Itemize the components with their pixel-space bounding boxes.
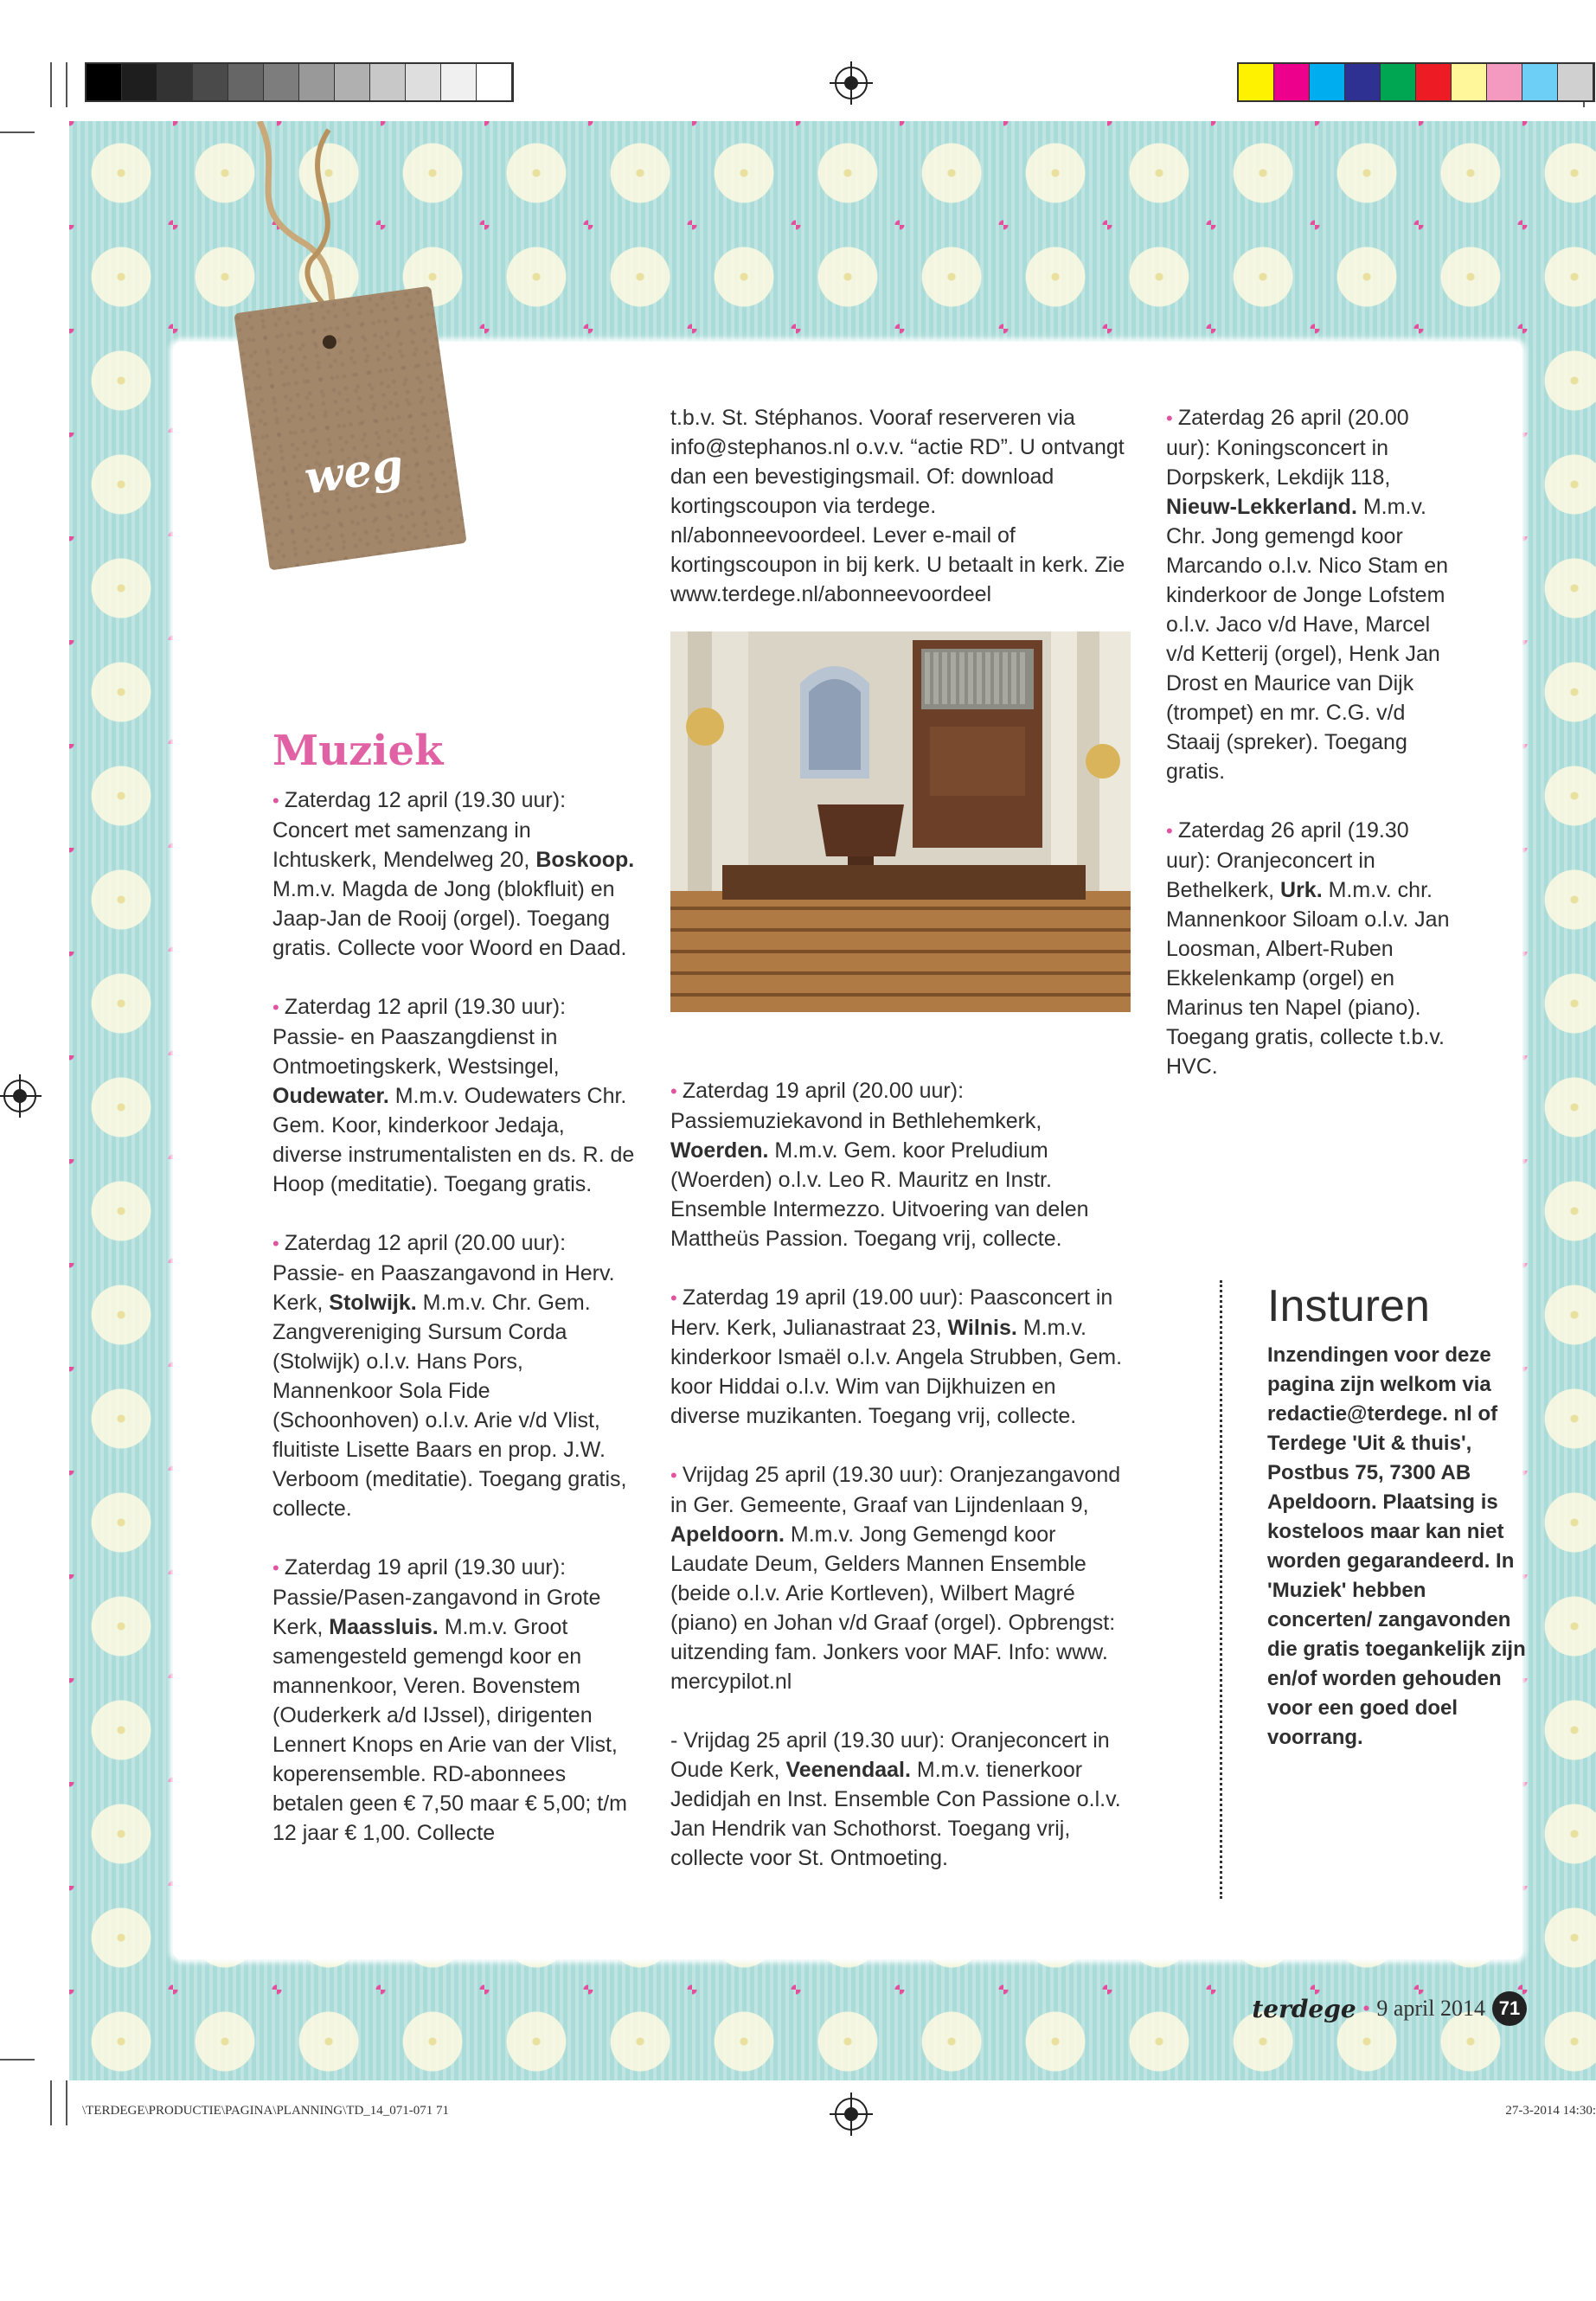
bullet-icon: • [272,1233,285,1254]
event-item: • Zaterdag 12 april (20.00 uur): Passie- en Paaszangavond in Herv. Kerk, Stolwijk. M.m.v. Chr. Gem. Zangvereniging Sursum Corda (Stolwijk) o.l.v. Hans Pors, Mannenkoor Sola Fide (Schoonhoven) o.l.v. Arie v/d Vlist, fluitiste Lisette Baars en prop. J.W. Verboom (meditatie). Toegang gratis, collecte. [272,1231,627,1521]
tag-label: weg [301,439,407,505]
crop-mark [50,2080,52,2125]
column-2 [670,1076,1131,1902]
event-item: • Zaterdag 19 april (19.30 uur): Passie/Pasen-zangavond in Grote Kerk, Maassluis. M.m.v. Groot samengesteld gemengd koor en mannenkoor, Veren. Bovenstem (Ouderkerk a/d IJssel), dirigenten Lennert Knops en Arie van der Vlist, koperensemble. RD-abonnees betalen geen € 7,50 maar € 5,00; t/m 12 jaar € 1,00. Collecte [272,1555,627,1845]
grayscale-calibration-bar [85,62,514,102]
bullet-icon: • [272,997,285,1018]
bullet-icon: • [670,1080,683,1102]
weg-tag [234,285,467,570]
crop-mark [0,2059,35,2061]
page-number: 71 [1492,1991,1527,2026]
bullet-icon: • [670,1465,683,1486]
crop-mark [50,62,52,107]
tag-hole [322,334,337,349]
event-item: • Zaterdag 26 april (19.30 uur): Oranjeconcert in Bethelkerk, Urk. M.m.v. chr. Mannenkoor Siloam o.l.v. Jan Loosman, Albert-Ruben Ekkelenkamp (orgel) en Marinus ten Napel (piano). Toegang gratis, collecte t.b.v. HVC. [1166,818,1450,1079]
event-item: • Zaterdag 19 april (19.00 uur): Paasconcert in Herv. Kerk, Julianastraat 23, Wilnis. M.m.v. kinderkoor Ismaël o.l.v. Angela Strubben, Gem. koor Hiddai o.l.v. Wim van Dijkhuizen en diverse muzikanten. Toegang vrij, collecte. [670,1285,1123,1428]
event-item: • Zaterdag 26 april (20.00 uur): Koningsconcert in Dorpskerk, Lekdijk 118, Nieuw-Lekkerland. M.m.v. Chr. Jong gemengd koor Marcando o.l.v. Nico Stam en kinderkoor de Jonge Lofstem o.l.v. Jaco v/d Have, Marcel v/d Ketterij (orgel), Henk Jan Drost en Maurice van Dijk (trompet) en mr. C.G. v/d Staaij (spreker). Toegang gratis. [1166,406,1449,784]
bullet-icon: • [1166,820,1178,842]
insturen-body: Inzendingen voor deze pagina zijn welkom via redactie@terdege. nl of Terdege 'Uit & thuis', Postbus 75, 7300 AB Apeldoorn. Plaatsing is kosteloos maar kan niet worden gegarandeerd. In 'Muziek' hebben concerten/ zangavonden die gratis toegankelijk zijn en/of worden gehouden voor een goed doel voorrang. [1267,1343,1526,1749]
bullet-icon: • [1166,407,1178,429]
continued-text: t.b.v. St. Stéphanos. Vooraf reserveren via info@stephanos.nl o.v.v. “actie RD”. U ontvangt dan een bevestigingsmail. Of: download kortingscoupon via terdege. nl/abonneevoordeel. Lever e-mail of kortingscoupon in bij kerk. U betaalt in kerk. Zie www.terdege.nl/abonneevoordeel [670,406,1125,606]
registration-mark [835,67,868,99]
page-footer [1252,1991,1527,2026]
column-2-top [670,403,1131,638]
bullet-icon: • [272,1557,285,1579]
registration-mark [3,1080,36,1112]
bullet-icon: • [272,790,285,811]
slug-timestamp: 27-3-2014 14:30: [1505,2104,1596,2118]
footer-separator: • [1362,1997,1370,2019]
issue-date: 9 april 2014 [1376,1996,1485,2021]
event-item: • Zaterdag 12 april (19.30 uur): Passie- en Paaszangdienst in Ontmoetingskerk, Westsingel, Oudewater. M.m.v. Oudewaters Chr. Gem. Koor, kinderkoor Jedaja, diverse instrumentalisten en ds. R. de Hoop (meditatie). Toegang gratis. [272,995,635,1196]
column-3 [1166,403,1452,1111]
crop-mark [0,131,35,133]
section-title: Muziek [272,727,444,775]
color-calibration-bar [1237,62,1595,102]
bullet-icon: • [670,1287,683,1309]
event-item: • Vrijdag 25 april (19.30 uur): Oranjezangavond in Ger. Gemeente, Graaf van Lijndenlaan 9, Apeldoorn. M.m.v. Jong Gemengd koor Laudate Deum, Gelders Mannen Ensemble (beide o.l.v. Arie Kortleven), Wilbert Magré (piano) en Johan v/d Graaf (orgel). Opbrengst: uitzending fam. Jonkers voor MAF. Info: www. mercypilot.nl [670,1463,1121,1694]
column-1 [272,785,640,1877]
insturen-box [1220,1280,1527,1899]
brand-logo: terdege [1252,1994,1356,2023]
church-organ-photo [670,631,1131,1012]
event-item: • Zaterdag 12 april (19.30 uur): Concert met samenzang in Ichtuskerk, Mendelweg 20, Boskoop. M.m.v. Magda de Jong (blokfluit) en Jaap-Jan de Rooij (orgel). Toegang gratis. Collecte voor Woord en Daad. [272,788,635,960]
event-item: - Vrijdag 25 april (19.30 uur): Oranjeconcert in Oude Kerk, Veenendaal. M.m.v. tienerkoor Jedidjah en Inst. Ensemble Con Passione o.l.v. Jan Hendrik van Schothorst. Toegang vrij, collecte voor St. Ontmoeting. [670,1728,1121,1870]
crop-mark [66,2080,67,2125]
event-item: • Zaterdag 19 april (20.00 uur): Passiemuziekavond in Bethlehemkerk, Woerden. M.m.v. Gem. koor Preludium (Woerden) o.l.v. Leo R. Mauritz en Instr. Ensemble Intermezzo. Uitvoering van delen Mattheüs Passion. Toegang vrij, collecte. [670,1079,1089,1251]
slug-path: \TERDEGE\PRODUCTIE\PAGINA\PLANNING\TD_14_071-071 71 [82,2104,450,2118]
insturen-title: Insturen [1267,1281,1430,1331]
crop-mark [66,62,67,107]
registration-mark [835,2098,868,2131]
